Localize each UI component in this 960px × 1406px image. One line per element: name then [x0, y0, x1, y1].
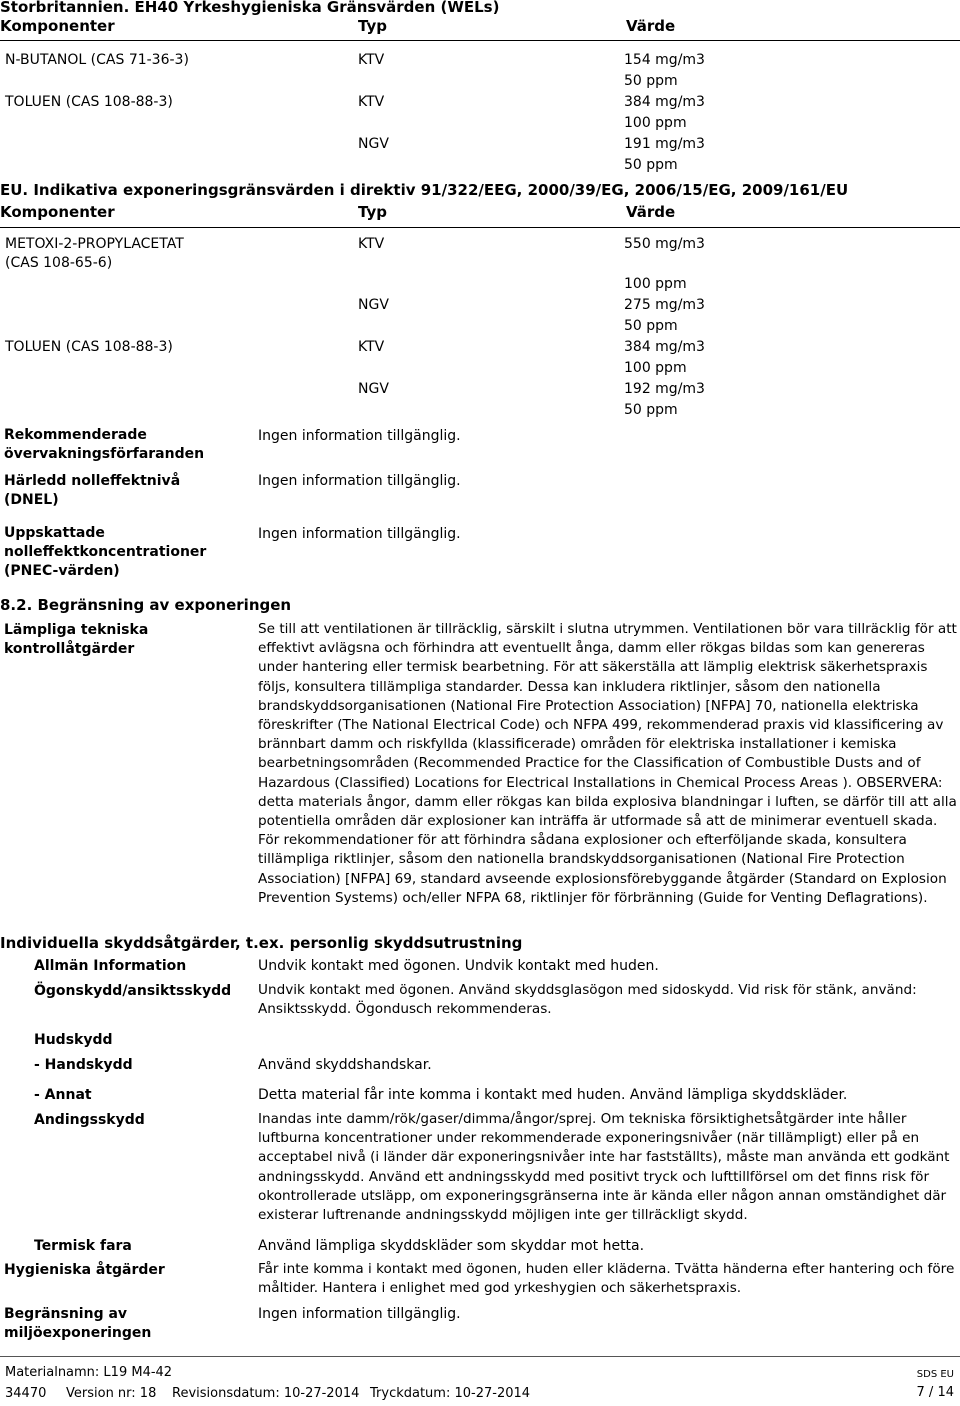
tech-controls-text: Se till att ventilationen är tillräcklig, särskilt i slutna utrymmen. Ventilationen bör vara tillräcklig för att effektivt avlägsna och förhindra att eventuellt ånga, damm eller rökgas bildas som kan genereras under hantering eller termisk bearbetning. För att säkerställa att lämplig elektrisk säkerhetspraxis följs, konsultera tillämpliga standarder. Dessa kan inkludera riktlinjer, såsom den nationella brandskyddsorganisationen (National Fire Protection Association) [NFPA] 70, nationella elektriska föreskrifter (The National Electrical Code) och NFPA 499, rekommenderad praxis vid klassificering av brännbart damm och riskfyllda (klassificerade) områden för elektriska installationer i kemiska bearbetningsområden (Recommended Practice for the Classification of Combustible Dusts and of Hazardous (Classified) Locations for Electrical Installations in Chemical Process Areas ). OBSERVERA: detta materials ångor, damm eller rökgas kan bilda explosiva blandningar i luften, se därför till att alla potentiella områden där explosioner kan inträffa är utformade så att de minimerar eventuell skada. För rekommendationer för att förhindra sådana explosioner och efterföljande skada, konsultera tillämpliga riktlinjer, såsom den nationella brandskyddsorganisationen (National Fire Protection Association) [NFPA] 69, standard avseende explosionsförebyggande åtgärder (Standard on Explosion Prevention Systems) och/eller NFPA 68, riktlinjer för förbränning (Guide for Venting Deflagrations).: [258, 621, 957, 906]
skin-protection-label: Hudskydd: [34, 1032, 113, 1048]
footer-version: Version nr: 18: [66, 1386, 157, 1401]
footer-revision-date: Revisionsdatum: 10-27-2014: [172, 1386, 360, 1401]
dnel-label: Härledd nolleffektnivå (DNEL): [4, 473, 181, 508]
hygiene-label: Hygieniska åtgärder: [4, 1262, 165, 1278]
eu-row-type: KTV: [358, 339, 385, 355]
uk-row-type: KTV: [358, 94, 385, 110]
eu-row-type: NGV: [358, 297, 389, 313]
uk-header-component: Komponenter: [0, 17, 115, 35]
footer-rule: [0, 1356, 960, 1357]
footer-material: Materialnamn: L19 M4-42: [5, 1365, 173, 1380]
eu-row-values: 384 mg/m3 100 ppm 192 mg/m3 50 ppm: [624, 339, 705, 418]
uk-row-values: 384 mg/m3 100 ppm 191 mg/m3 50 ppm: [624, 94, 705, 173]
eu-row-component-cas: (CAS 108-65-6): [5, 255, 113, 271]
ppe-title: Individuella skyddsåtgärder, t.ex. personlig skyddsutrustning: [0, 934, 523, 952]
recommended-value: Ingen information tillgänglig.: [258, 428, 461, 444]
dnel-value: Ingen information tillgänglig.: [258, 473, 461, 489]
hand-protection-text: Använd skyddshandskar.: [258, 1057, 432, 1073]
uk-header-value: Värde: [626, 17, 676, 35]
eu-row-type: NGV: [358, 381, 389, 397]
uk-row-component: N-BUTANOL (CAS 71-36-3): [5, 52, 189, 68]
uk-row-component: TOLUEN (CAS 108-88-3): [5, 94, 173, 110]
thermal-hazard-label: Termisk fara: [34, 1238, 132, 1254]
eu-header-rule: [0, 227, 960, 228]
thermal-hazard-text: Använd lämpliga skyddskläder som skyddar mot hetta.: [258, 1238, 645, 1254]
eu-row-component: METOXI-2-PROPYLACETAT: [5, 236, 184, 252]
eu-row-values: 100 ppm 275 mg/m3 50 ppm: [624, 276, 705, 334]
environment-text: Ingen information tillgänglig.: [258, 1306, 461, 1322]
footer-print-date: Tryckdatum: 10-27-2014: [370, 1386, 531, 1401]
general-info-text: Undvik kontakt med ögonen. Undvik kontakt med huden.: [258, 958, 659, 974]
pnec-value: Ingen information tillgänglig.: [258, 526, 461, 542]
respiratory-protection-label: Andingsskydd: [34, 1112, 145, 1128]
footer-page-number: 7 / 14: [916, 1385, 954, 1400]
recommended-label: Rekommenderade övervakningsförfaranden: [4, 427, 205, 462]
pnec-label: Uppskattade nolleffektkoncentrationer (PNEC-värden): [4, 525, 207, 579]
section-8-2-title: 8.2. Begränsning av exponeringen: [0, 596, 292, 614]
footer-number: 34470: [5, 1386, 47, 1401]
eu-section-title: EU. Indikativa exponeringsgränsvärden i direktiv 91/322/EEG, 2000/39/EG, 2006/15/EG, 2009/161/EU: [0, 181, 849, 199]
general-info-label: Allmän Information: [34, 958, 187, 974]
uk-row-values: 154 mg/m3 50 ppm: [624, 52, 705, 89]
uk-header-rule: [0, 40, 960, 41]
uk-section-title: Storbritannien. EH40 Yrkeshygieniska Gränsvärden (WELs): [0, 0, 500, 16]
eye-protection-label: Ögonskydd/ansiktsskydd: [34, 983, 232, 999]
hand-protection-label: - Handskydd: [34, 1057, 133, 1073]
environment-label: Begränsning av miljöexponeringen: [4, 1306, 152, 1341]
eu-header-value: Värde: [626, 203, 676, 221]
eu-header-type: Typ: [358, 203, 387, 221]
uk-row-type: KTV: [358, 52, 385, 68]
footer-sds-label: SDS EU: [916, 1369, 954, 1380]
other-protection-text: Detta material får inte komma i kontakt med huden. Använd lämpliga skyddskläder.: [258, 1087, 848, 1103]
other-protection-label: - Annat: [34, 1087, 92, 1103]
eu-row-type: KTV: [358, 236, 385, 252]
uk-header-type: Typ: [358, 17, 387, 35]
eu-row-value: 550 mg/m3: [624, 236, 705, 252]
eye-protection-text: Undvik kontakt med ögonen. Använd skyddsglasögon med sidoskydd. Vid risk för stänk, använd: Ansiktsskydd. Ögondusch rekommenderas.: [258, 982, 917, 1018]
respiratory-protection-text: Inandas inte damm/rök/gaser/dimma/ångor/sprej. Om tekniska försiktighetsåtgärder inte håller luftburna koncentrationer under rekommenderade exponeringsnivåer (när tillämpligt) eller på en acceptabel nivå (i länder där exponeringsnivåer inte har fastställts), måste man använda ett godkänt andningsskydd. Använd ett andningsskydd med positivt tryck och lufttillförsel om det finns risk för okontrollerade utsläpp, om exponeringsgränserna inte är kända eller någon annan omständighet där existerar luftrenande andningsskydd möjligen inte ger tillräckligt skydd.: [258, 1111, 950, 1224]
hygiene-text: Får inte komma i kontakt med ögonen, huden eller kläderna. Tvätta händerna efter hantering och före måltider. Hantera i enlighet med god yrkeshygien och säkerhetspraxis.: [258, 1261, 955, 1297]
eu-header-component: Komponenter: [0, 203, 115, 221]
uk-row-type: NGV: [358, 136, 389, 152]
eu-row-component: TOLUEN (CAS 108-88-3): [5, 339, 173, 355]
tech-controls-label: Lämpliga tekniska kontrollåtgärder: [4, 622, 149, 657]
